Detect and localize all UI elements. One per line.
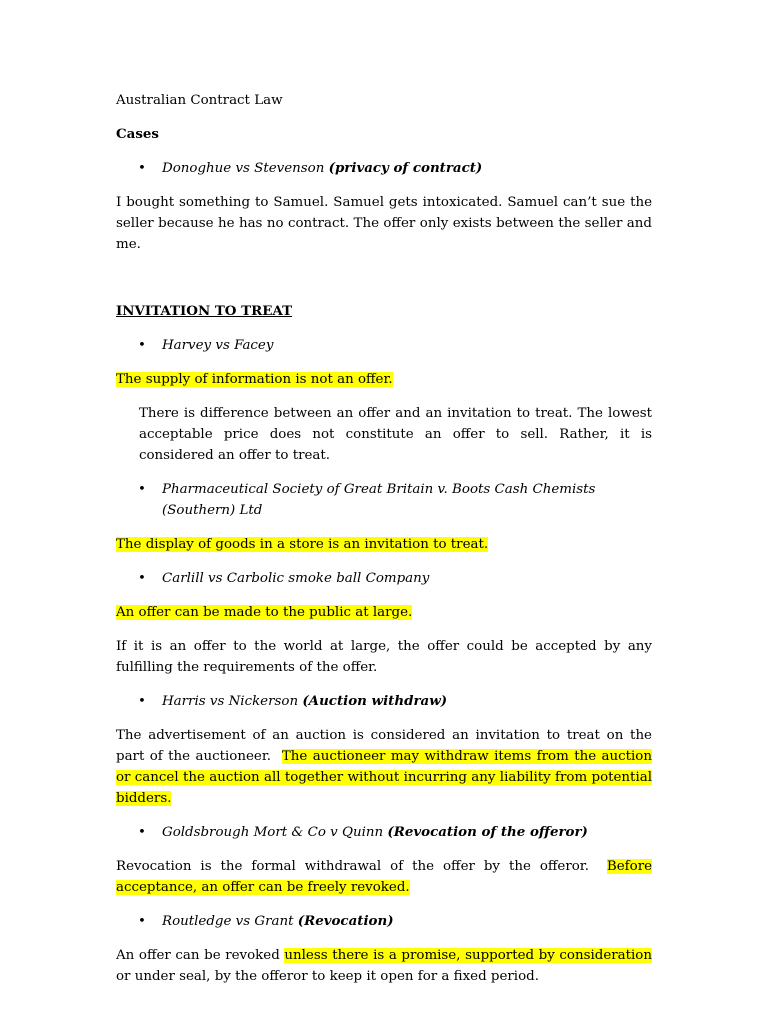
bullet-icon: • (138, 825, 146, 840)
case-item (116, 335, 652, 356)
paragraph-text: The advertisement of an auction is considered an invitation to treat on the part of the auctioneer. (116, 728, 652, 764)
paragraph (116, 725, 652, 809)
bullet-icon: • (138, 338, 146, 353)
case-note: (Auction withdraw) (302, 693, 448, 709)
highlight-text: unless there is a promise, supported by consideration (284, 948, 652, 963)
case-item (116, 479, 652, 521)
highlight-text: The supply of information is not an offer. (116, 372, 393, 387)
case-name: Harvey vs Facey (162, 338, 274, 353)
section-heading: INVITATION TO TREAT (116, 303, 293, 319)
highlighted-rule (116, 602, 652, 623)
case-item (116, 568, 652, 589)
case-note: (privacy of contract) (328, 160, 483, 176)
bullet-icon: • (138, 914, 146, 929)
paragraph-text: An offer can be revoked (116, 948, 280, 963)
paragraph (116, 856, 652, 898)
cases-heading: Cases (116, 126, 159, 142)
highlighted-rule (116, 369, 652, 390)
case-item (116, 911, 652, 932)
paragraph-text: Revocation is the formal withdrawal of the offer by the offeror. (116, 859, 589, 874)
case-note: (Revocation) (297, 913, 394, 929)
spacer (116, 268, 652, 301)
case-item (116, 691, 652, 712)
case-item (116, 158, 652, 179)
case-item (116, 822, 652, 843)
highlight-text: The display of goods in a store is an invitation to treat. (116, 537, 489, 552)
case-name: Donoghue vs Stevenson (162, 161, 325, 176)
paragraph: I bought something to Samuel. Samuel gets intoxicated. Samuel can’t sue the seller because he has no contract. The offer only exists between the seller and me. (116, 195, 652, 252)
case-name: Harris vs Nickerson (162, 694, 299, 709)
bullet-icon: • (138, 571, 146, 586)
case-name: Goldsbrough Mort & Co v Quinn (162, 825, 384, 840)
case-note: (Revocation of the offeror) (387, 824, 588, 840)
highlighted-rule (116, 534, 652, 555)
case-name: Routledge vs Grant (162, 914, 294, 929)
paragraph (116, 945, 652, 987)
case-name: Carlill vs Carbolic smoke ball Company (162, 571, 430, 586)
bullet-icon: • (138, 482, 146, 497)
document-title: Australian Contract Law (116, 93, 283, 108)
highlight-text: Before acceptance, an offer can be freely revoked. (116, 859, 653, 895)
paragraph-text: or under seal, by the offeror to keep it open for a fixed period. (116, 969, 539, 984)
paragraph: If it is an offer to the world at large, the offer could be accepted by any fulfilling the requirements of the offer. (116, 639, 652, 675)
paragraph: There is difference between an offer and an invitation to treat. The lowest acceptable price does not constitute an offer to sell. Rather, it is considered an offer to treat. (139, 406, 652, 463)
case-name: Pharmaceutical Society of Great Britain v. Boots Cash Chemists (Southern) Ltd (162, 482, 596, 518)
bullet-icon: • (138, 694, 146, 709)
bullet-icon: • (138, 161, 146, 176)
highlight-text: An offer can be made to the public at large. (116, 605, 413, 620)
highlight-text: The auctioneer may withdraw items from the auction or cancel the auction all together without incurring any liability from potential bidders. (116, 749, 652, 806)
